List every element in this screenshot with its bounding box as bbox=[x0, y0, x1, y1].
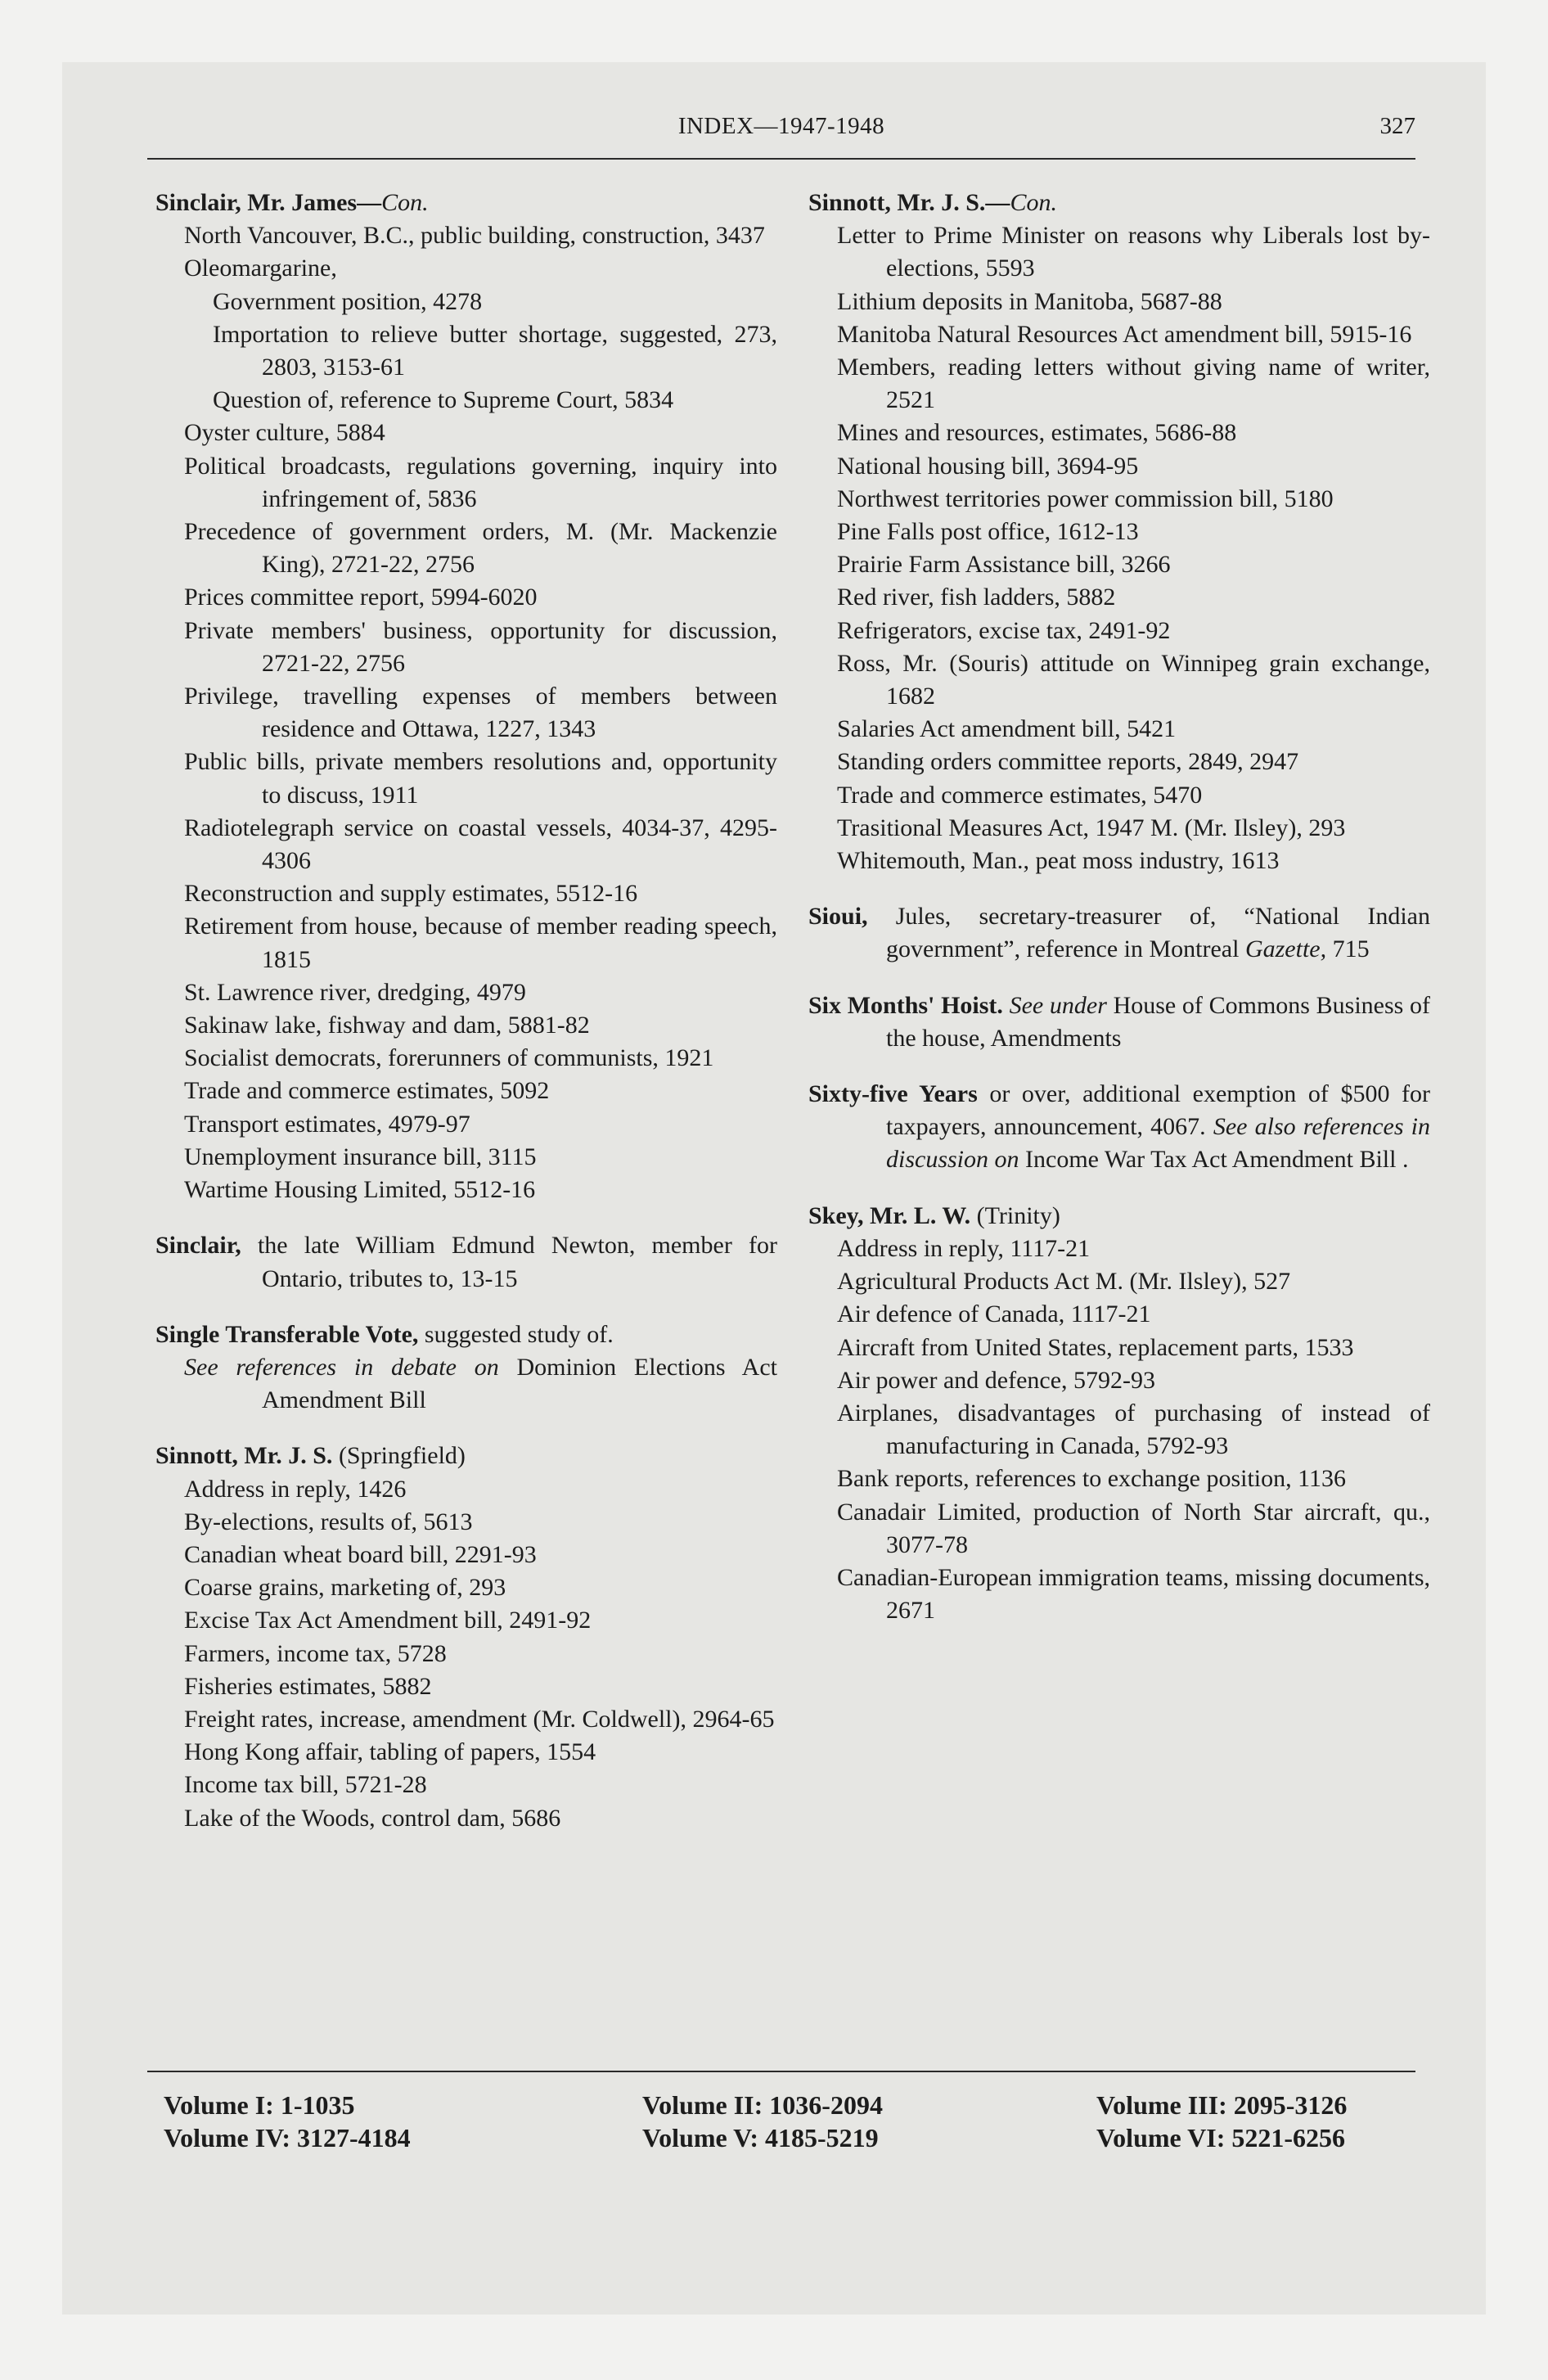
index-subentry bbox=[808, 713, 1430, 746]
heading-name: Skey, Mr. L. W. bbox=[808, 1201, 971, 1229]
subentry-text: Salaries Act amendment bill, 5421 bbox=[837, 715, 1177, 743]
heading-italic: See under bbox=[1002, 991, 1107, 1019]
subentry-text: Trade and commerce estimates, 5470 bbox=[837, 781, 1203, 809]
subentry-text: Transport estimates, 4979-97 bbox=[184, 1110, 470, 1138]
index-subentry bbox=[808, 417, 1430, 449]
subentry-text: Socialist democrats, forerunners of communists, 1921 bbox=[184, 1044, 714, 1072]
entry-heading bbox=[808, 187, 1430, 219]
index-subentry bbox=[155, 680, 777, 746]
heading-name: Sinnott, Mr. J. S. bbox=[155, 1442, 333, 1470]
index-subentry bbox=[155, 286, 777, 318]
index-subentry bbox=[808, 647, 1430, 713]
index-subentry bbox=[155, 1539, 777, 1571]
subentry-text: Ross, Mr. (Souris) attitude on Winnipeg grain exchange, 1682 bbox=[837, 649, 1430, 710]
volume-range: Volume II: 1036-2094 bbox=[642, 2090, 883, 2120]
subentry-text: Whitemouth, Man., peat moss industry, 1613 bbox=[837, 847, 1280, 875]
entry-heading bbox=[155, 1318, 777, 1351]
index-subentry bbox=[808, 1298, 1430, 1331]
subentry-text: Canadian wheat board bill, 2291-93 bbox=[184, 1540, 537, 1568]
index-entry bbox=[155, 1229, 777, 1295]
left-column bbox=[155, 187, 777, 1858]
heading-name: Sinnott, Mr. J. S.— bbox=[808, 189, 1010, 216]
index-subentry bbox=[808, 1397, 1430, 1463]
subentry-text: Government position, 4278 bbox=[213, 287, 483, 315]
subentry-text: Privilege, travelling expenses of members between residence and Ottawa, 1227, 1343 bbox=[184, 683, 777, 743]
index-entry bbox=[808, 989, 1430, 1055]
index-subentry bbox=[808, 1562, 1430, 1627]
index-subentry bbox=[155, 976, 777, 1009]
index-subentry bbox=[155, 1638, 777, 1670]
volume-range: Volume IV: 3127-4184 bbox=[164, 2123, 411, 2152]
index-subentry bbox=[808, 1364, 1430, 1397]
heading-name: Six Months' Hoist. bbox=[808, 991, 1003, 1019]
subentry-text: Dominion Elections Act Amendment Bill bbox=[262, 1353, 777, 1414]
subentry-text: Sakinaw lake, fishway and dam, 5881-82 bbox=[184, 1012, 590, 1039]
volume-range: Volume VI: 5221-6256 bbox=[1096, 2123, 1346, 2152]
index-subentry bbox=[155, 1703, 777, 1736]
index-subentry bbox=[155, 1506, 777, 1539]
index-subentry bbox=[808, 219, 1430, 285]
index-subentry bbox=[155, 1075, 777, 1107]
index-subentry bbox=[808, 1332, 1430, 1364]
index-subentry bbox=[808, 1496, 1430, 1562]
volume-list-2 bbox=[642, 2089, 883, 2154]
subentry-text: By-elections, results of, 5613 bbox=[184, 1508, 473, 1535]
index-subentry bbox=[155, 581, 777, 614]
entry-heading bbox=[155, 1440, 777, 1472]
subentry-text: Coarse grains, marketing of, 293 bbox=[184, 1574, 506, 1602]
page-number: 327 bbox=[1379, 113, 1415, 139]
page-title: INDEX—1947-1948 bbox=[677, 113, 885, 139]
index-subentry bbox=[155, 1802, 777, 1835]
subentry-text: Mines and resources, estimates, 5686-88 bbox=[837, 419, 1237, 447]
subentry-text: Unemployment insurance bill, 3115 bbox=[184, 1143, 537, 1170]
subentry-italic: See references in debate on bbox=[184, 1353, 499, 1381]
index-entry bbox=[808, 900, 1430, 966]
subentry-text: Pine Falls post office, 1612-13 bbox=[837, 518, 1139, 546]
subentry-text: Wartime Housing Limited, 5512-16 bbox=[184, 1176, 536, 1204]
index-subentry bbox=[808, 450, 1430, 483]
heading-text: Jules, secretary-treasurer of, “National Indian government”, reference in Montreal bbox=[867, 903, 1430, 963]
subentry-text: Airplanes, disadvantages of purchasing of instead of manufacturing in Canada, 5792-93 bbox=[837, 1399, 1430, 1460]
index-subentry bbox=[808, 581, 1430, 614]
subentry-text: Trade and commerce estimates, 5092 bbox=[184, 1077, 550, 1105]
heading-italic: Con. bbox=[381, 189, 429, 216]
volume-list-3 bbox=[1096, 2089, 1347, 2154]
index-entry bbox=[155, 1440, 777, 1834]
subentry-text: Precedence of government orders, M. (Mr. Mackenzie King), 2721-22, 2756 bbox=[184, 518, 777, 579]
index-entry bbox=[155, 187, 777, 1206]
subentry-text: Canadair Limited, production of North Star aircraft, qu., 3077-78 bbox=[837, 1498, 1430, 1558]
index-subentry bbox=[808, 845, 1430, 877]
index-subentry bbox=[155, 516, 777, 581]
index-subentry bbox=[155, 812, 777, 877]
page-header bbox=[147, 113, 1415, 151]
index-entry bbox=[808, 1078, 1430, 1177]
subentry-text: Hong Kong affair, tabling of papers, 1554 bbox=[184, 1738, 596, 1766]
index-subentry bbox=[155, 877, 777, 910]
heading-name: Sinclair, Mr. James— bbox=[155, 189, 382, 216]
subentry-text: Oleomargarine, bbox=[184, 255, 337, 282]
right-column bbox=[808, 187, 1430, 1650]
subentry-text: Air power and defence, 5792-93 bbox=[837, 1366, 1156, 1394]
index-subentry bbox=[808, 1265, 1430, 1298]
index-subentry bbox=[808, 318, 1430, 351]
subentry-text: Manitoba Natural Resources Act amendment bill, 5915-16 bbox=[837, 320, 1412, 348]
subentry-text: Importation to relieve butter shortage, suggested, 273, 2803, 3153-61 bbox=[213, 320, 777, 381]
heading-name: Single Transferable Vote, bbox=[155, 1320, 419, 1348]
entry-heading bbox=[808, 900, 1430, 966]
index-subentry bbox=[155, 615, 777, 680]
subentry-text: Prices committee report, 5994-6020 bbox=[184, 584, 538, 611]
index-subentry bbox=[155, 1571, 777, 1604]
subentry-text: Bank reports, references to exchange position, 1136 bbox=[837, 1465, 1347, 1493]
index-subentry bbox=[155, 1604, 777, 1637]
volume-range: Volume I: 1-1035 bbox=[164, 2090, 355, 2120]
subentry-text: Standing orders committee reports, 2849, 2947 bbox=[837, 748, 1299, 776]
subentry-text: Excise Tax Act Amendment bill, 2491-92 bbox=[184, 1607, 592, 1634]
subentry-text: Members, reading letters without giving name of writer, 2521 bbox=[837, 354, 1430, 414]
footer-rule bbox=[147, 2071, 1415, 2072]
index-subentry bbox=[155, 450, 777, 516]
index-subentry bbox=[808, 286, 1430, 318]
index-subentry bbox=[808, 1463, 1430, 1495]
index-subentry bbox=[155, 910, 777, 976]
heading-italic: Gazette, bbox=[1244, 935, 1327, 963]
subentry-text: Refrigerators, excise tax, 2491-92 bbox=[837, 616, 1171, 644]
heading-text: or over, additional exemption of $500 for taxpayers, announcement, 4067. bbox=[886, 1080, 1430, 1141]
index-subentry bbox=[155, 1108, 777, 1141]
index-subentry bbox=[155, 318, 777, 384]
index-subentry bbox=[155, 1736, 777, 1769]
subentry-text: Trasitional Measures Act, 1947 M. (Mr. Ilsley), 293 bbox=[837, 814, 1346, 841]
heading-text: (Springfield) bbox=[332, 1442, 466, 1470]
index-subentry bbox=[808, 779, 1430, 812]
subentry-text: Address in reply, 1426 bbox=[184, 1475, 407, 1503]
index-subentry bbox=[808, 516, 1430, 548]
subentry-text: Public bills, private members resolutions and, opportunity to discuss, 1911 bbox=[184, 748, 777, 809]
index-subentry bbox=[155, 1351, 777, 1417]
heading-text: 715 bbox=[1326, 935, 1370, 963]
index-subentry bbox=[155, 1473, 777, 1506]
subentry-text: Aircraft from United States, replacement parts, 1533 bbox=[837, 1333, 1354, 1361]
volume-range: Volume III: 2095-3126 bbox=[1096, 2090, 1348, 2120]
subentry-text: Lake of the Woods, control dam, 5686 bbox=[184, 1804, 561, 1832]
subentry-text: National housing bill, 3694-95 bbox=[837, 452, 1139, 480]
index-subentry bbox=[155, 252, 777, 285]
heading-italic: Con. bbox=[1010, 189, 1057, 216]
index-subentry bbox=[155, 1009, 777, 1042]
subentry-text: Air defence of Canada, 1117-21 bbox=[837, 1300, 1151, 1328]
entry-heading bbox=[808, 1200, 1430, 1233]
subentry-text: Retirement from house, because of member reading speech, 1815 bbox=[184, 913, 777, 973]
index-subentry bbox=[155, 746, 777, 811]
heading-name: Sixty-five Years bbox=[808, 1080, 978, 1108]
subentry-text: Oyster culture, 5884 bbox=[184, 419, 385, 447]
subentry-text: Prairie Farm Assistance bill, 3266 bbox=[837, 551, 1171, 579]
subentry-text: Farmers, income tax, 5728 bbox=[184, 1639, 447, 1667]
subentry-text: Lithium deposits in Manitoba, 5687-88 bbox=[837, 287, 1222, 315]
heading-italic: See also references in discussion on bbox=[886, 1113, 1430, 1174]
index-subentry bbox=[808, 548, 1430, 581]
header-rule bbox=[147, 158, 1415, 160]
volume-range: Volume V: 4185-5219 bbox=[642, 2123, 879, 2152]
index-entry bbox=[808, 1200, 1430, 1628]
entry-heading bbox=[155, 1229, 777, 1295]
volume-list-1 bbox=[164, 2089, 411, 2154]
subentry-text: Freight rates, increase, amendment (Mr. Coldwell), 2964-65 bbox=[184, 1705, 775, 1733]
index-subentry bbox=[808, 746, 1430, 778]
index-subentry bbox=[155, 384, 777, 417]
heading-text: suggested study of. bbox=[418, 1320, 614, 1348]
entry-heading bbox=[155, 187, 777, 219]
index-subentry bbox=[155, 1670, 777, 1703]
heading-text: the late William Edmund Newton, member for Ontario, tributes to, 13-15 bbox=[241, 1232, 777, 1292]
index-subentry bbox=[155, 1174, 777, 1206]
subentry-text: Canadian-European immigration teams, missing documents, 2671 bbox=[837, 1563, 1430, 1625]
heading-text: Income War Tax Act Amendment Bill . bbox=[1019, 1146, 1409, 1174]
index-subentry bbox=[155, 1769, 777, 1801]
subentry-text: Private members' business, opportunity for discussion, 2721-22, 2756 bbox=[184, 616, 777, 677]
subentry-text: Address in reply, 1117-21 bbox=[837, 1234, 1091, 1262]
index-entry bbox=[808, 187, 1430, 877]
subentry-text: Fisheries estimates, 5882 bbox=[184, 1672, 432, 1700]
subentry-text: Northwest territories power commission bill, 5180 bbox=[837, 485, 1334, 512]
index-subentry bbox=[155, 1042, 777, 1075]
index-entry bbox=[155, 1318, 777, 1418]
index-subentry bbox=[808, 812, 1430, 845]
index-subentry bbox=[155, 219, 777, 252]
index-subentry bbox=[808, 615, 1430, 647]
index-subentry bbox=[808, 1233, 1430, 1265]
heading-text: House of Commons Business of the house, Amendments bbox=[886, 991, 1430, 1052]
heading-text: (Trinity) bbox=[970, 1201, 1060, 1229]
subentry-text: North Vancouver, B.C., public building, construction, 3437 bbox=[184, 222, 765, 250]
index-subentry bbox=[808, 483, 1430, 516]
heading-name: Sinclair, bbox=[155, 1232, 241, 1260]
subentry-text: St. Lawrence river, dredging, 4979 bbox=[184, 978, 526, 1006]
entry-heading bbox=[808, 989, 1430, 1055]
subentry-text: Agricultural Products Act M. (Mr. Ilsley), 527 bbox=[837, 1268, 1291, 1296]
subentry-text: Letter to Prime Minister on reasons why Liberals lost by-elections, 5593 bbox=[837, 222, 1430, 282]
subentry-text: Political broadcasts, regulations governing, inquiry into infringement of, 5836 bbox=[184, 452, 777, 512]
subentry-text: Income tax bill, 5721-28 bbox=[184, 1771, 427, 1799]
subentry-text: Reconstruction and supply estimates, 5512-16 bbox=[184, 880, 638, 908]
index-subentry bbox=[155, 417, 777, 449]
subentry-text: Question of, reference to Supreme Court, 5834 bbox=[213, 386, 674, 414]
index-subentry bbox=[155, 1141, 777, 1174]
subentry-text: Red river, fish ladders, 5882 bbox=[837, 584, 1116, 611]
index-subentry bbox=[808, 351, 1430, 417]
subentry-text: Radiotelegraph service on coastal vessels, 4034-37, 4295-4306 bbox=[184, 814, 777, 875]
heading-name: Sioui, bbox=[808, 903, 868, 931]
entry-heading bbox=[808, 1078, 1430, 1177]
